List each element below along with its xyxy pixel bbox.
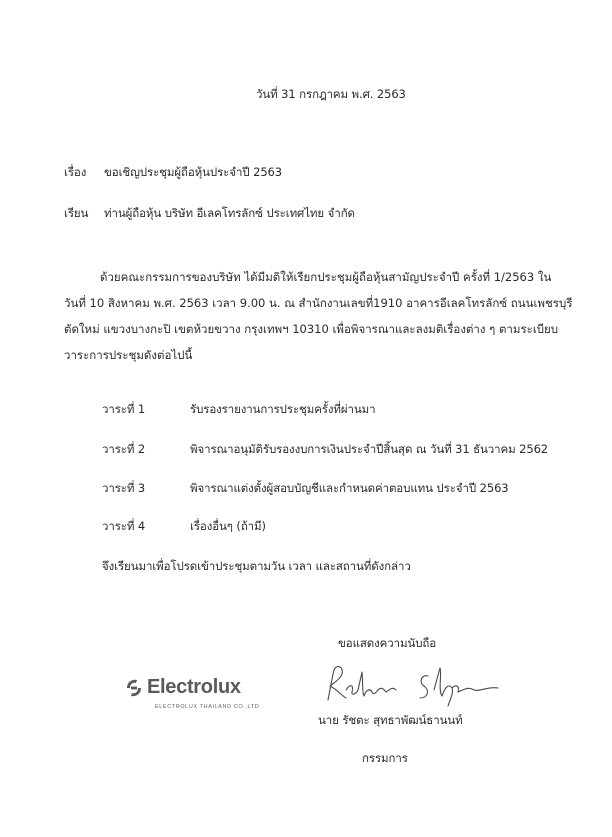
signer-name: นาย รัชตะ สุทธาพัฒน์ธานนท์	[318, 713, 463, 727]
body-line-3: ตัดใหม่ แขวงบางกะปิ เขตห้วยขวาง กรุงเทพฯ 10310 เพื่อพิจารณาและลงมติเรื่องต่าง ๆ ตามระเบียบ	[64, 322, 559, 336]
respect-closing: ขอแสดงความนับถือ	[338, 636, 437, 650]
closing-text: จึงเรียนมาเพื่อโปรดเข้าประชุมตามวัน เวลา และสถานที่ดังกล่าว	[102, 559, 411, 573]
logo-wordmark	[125, 676, 241, 699]
recipient-label: เรียน	[64, 206, 89, 220]
signer-title: กรรมการ	[362, 751, 408, 765]
agenda-label-4: วาระที่ 4	[102, 519, 146, 533]
agenda-text-2: พิจารณาอนุมัติรับรองงบการเงินประจำปีสิ้นสุด ณ วันที่ 31 ธันวาคม 2562	[190, 442, 549, 456]
company-logo	[125, 676, 267, 722]
subject-text: ขอเชิญประชุมผู้ถือหุ้นประจำปี 2563	[104, 165, 282, 179]
agenda-label-1: วาระที่ 1	[102, 402, 146, 416]
logo-brand-text: Electrolux	[147, 676, 241, 698]
agenda-text-1: รับรองรายงานการประชุมครั้งที่ผ่านมา	[190, 402, 376, 416]
body-line-4: วาระการประชุมดังต่อไปนี้	[64, 348, 193, 362]
electrolux-logo-icon	[125, 678, 143, 698]
body-line-2: วันที่ 10 สิงหาคม พ.ศ. 2563 เวลา 9.00 น. ณ สำนักงานเลขที่1910 อาคารอีเลคโทรลักซ์ ถนนเพชรบุรี	[64, 296, 573, 310]
logo-subtitle: ELECTROLUX THAILAND CO.,LTD	[155, 704, 260, 710]
body-line-1: ด้วยคณะกรรมการของบริษัท ได้มีมติให้เรียกประชุมผู้ถือหุ้นสามัญประจำปี ครั้งที่ 1/2563 ใน	[100, 270, 552, 284]
agenda-text-3: พิจารณาแต่งตั้งผู้สอบบัญชีและกำหนดค่าตอบแทน ประจำปี 2563	[190, 481, 509, 495]
letter-date: วันที่ 31 กรกฎาคม พ.ศ. 2563	[256, 87, 406, 101]
handwritten-signature	[318, 660, 540, 710]
agenda-label-3: วาระที่ 3	[102, 481, 146, 495]
agenda-label-2: วาระที่ 2	[102, 442, 146, 456]
recipient-text: ท่านผู้ถือหุ้น บริษัท อีเลคโทรลักซ์ ประเทศไทย จำกัด	[104, 206, 355, 220]
agenda-text-4: เรื่องอื่นๆ (ถ้ามี)	[190, 519, 266, 533]
subject-label: เรื่อง	[64, 165, 87, 179]
